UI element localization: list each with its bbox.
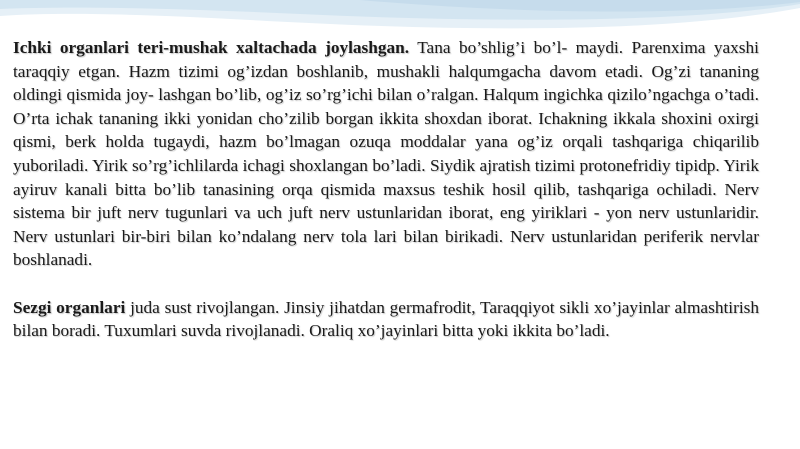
paragraph-sense-organs — [13, 296, 759, 343]
paragraph-internal-organs — [13, 36, 759, 272]
paragraph-lead-internal-organs: Ichki organlari teri-mushak xaltachada joylashgan. — [13, 38, 410, 57]
paragraph-body-sense-organs: juda sust rivojlangan. Jinsiy jihatdan germafrodit, Taraqqiyot sikli xo’jayinlar almashtirish bilan boradi. Tuxumlari suvda rivojlanadi. Oraliq xo’jayinlari bitta yoki ikkita bo’ladi. — [13, 297, 759, 341]
paragraph-body-internal-organs: Tana bo’shlig’i bo’l- maydi. Parenxima yaxshi taraqqiy etgan. Hazm tizimi og’izdan boshlanib, mushakli halqumgacha davom etadi. Og’zi tananing oldingi qismida joy- lashgan bo’lib, og’iz so’rg’ichi bilan o’ralgan. Halqum ingichka qizilo’ngachga o’tadi. O’rta ichak tananing ikki yonidan cho’zilib borgan ikkita shoxdan iborat. Ichakning ikkala shoxini oxirgi qismi, berk holda tugaydi, hazm bo’lmagan ozuqa moddalar yana og’iz orqali tashqariga chiqarilib yuboriladi. Yirik so’rg’ichlilarda ichagi shoxlangan bo’ladi. Siydik ajratish tizimi protonefridiy tipidp. Yirik ayiruv kanali bitta bo’lib tanasining orqa qismida maxsus teshik hosil qilib, tashqariga ochiladi. Nerv sistema bir juft nerv tugunlari va uch juft nerv ustunlaridan iborat, eng yiriklari - yon nerv ustunlaridir. Nerv ustunlari bir-biri bilan ko’ndalang nerv tola lari bilan birikadi. Nerv ustunlaridan periferik nervlar boshlanadi. — [13, 38, 759, 270]
paragraph-lead-sense-organs: Sezgi organlari — [13, 297, 126, 317]
slide-body — [13, 36, 759, 343]
decorative-wave-header — [0, 0, 800, 40]
